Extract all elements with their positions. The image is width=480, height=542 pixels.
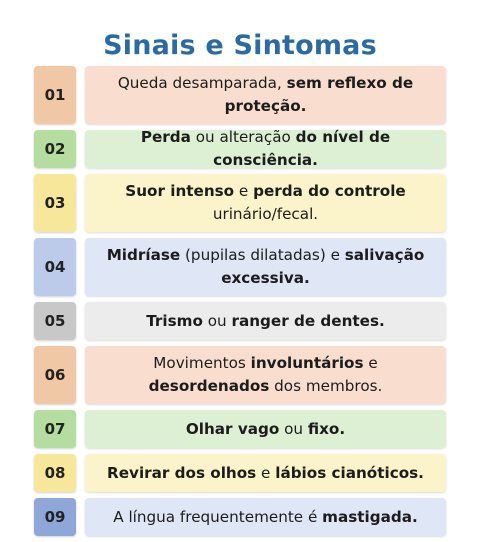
list-item	[34, 174, 446, 232]
bold-text: Revirar dos olhos	[107, 463, 257, 482]
list-item	[34, 66, 446, 124]
bold-text: Midríase	[106, 246, 181, 264]
text-span: ou	[202, 311, 232, 330]
item-text	[85, 130, 446, 168]
text-span: ou alteração	[190, 128, 296, 146]
item-text	[85, 238, 446, 296]
list-item	[34, 302, 446, 340]
bold-text: fixo.	[307, 419, 346, 438]
bold-text: Olhar vago	[185, 419, 280, 438]
item-text	[85, 410, 446, 448]
text-span: e	[256, 463, 276, 482]
list-item	[34, 346, 446, 404]
bold-text: Suor intenso	[125, 182, 235, 200]
text-span: dos membros.	[269, 377, 383, 395]
text-span: Queda desamparada,	[117, 74, 287, 92]
bold-text: perda do controle	[253, 182, 406, 200]
text-span: A língua frequentemente é	[113, 507, 323, 526]
bold-text: Perda	[140, 128, 191, 146]
item-number: 08	[34, 454, 76, 492]
text-span: e	[363, 354, 378, 372]
item-number: 09	[34, 498, 76, 536]
bold-text: lábios cianóticos.	[275, 463, 424, 482]
bold-text: Trismo	[146, 311, 203, 330]
list-item	[34, 454, 446, 492]
text-span: urinário/fecal.	[212, 205, 319, 223]
list-item	[34, 130, 446, 168]
item-text	[85, 498, 446, 536]
item-number: 07	[34, 410, 76, 448]
item-text	[85, 302, 446, 340]
item-text	[85, 454, 446, 492]
text-span: ou	[279, 419, 308, 438]
text-span: e	[234, 182, 254, 200]
list-item	[34, 410, 446, 448]
item-number: 02	[34, 130, 76, 168]
text-span: Movimentos	[153, 354, 251, 372]
bold-text: desordenados	[148, 377, 270, 395]
item-text	[85, 346, 446, 404]
item-number: 04	[34, 238, 76, 296]
list-item	[34, 238, 446, 296]
item-number: 03	[34, 174, 76, 232]
bold-text: ranger de dentes.	[231, 311, 385, 330]
text-span: (pupilas dilatadas) e	[180, 246, 345, 264]
bold-text: involuntários	[250, 354, 364, 372]
item-text	[85, 174, 446, 232]
bold-text: salivação excessiva.	[221, 246, 425, 287]
page-title: Sinais e Sintomas	[103, 30, 377, 61]
bold-text: mastigada.	[322, 507, 418, 526]
item-number: 05	[34, 302, 76, 340]
bold-text: do nível de consciência.	[213, 128, 391, 169]
item-number: 06	[34, 346, 76, 404]
item-text	[85, 66, 446, 124]
bold-text: sem reflexo de proteção.	[224, 74, 414, 115]
item-number: 01	[34, 66, 76, 124]
list-item	[34, 498, 446, 536]
